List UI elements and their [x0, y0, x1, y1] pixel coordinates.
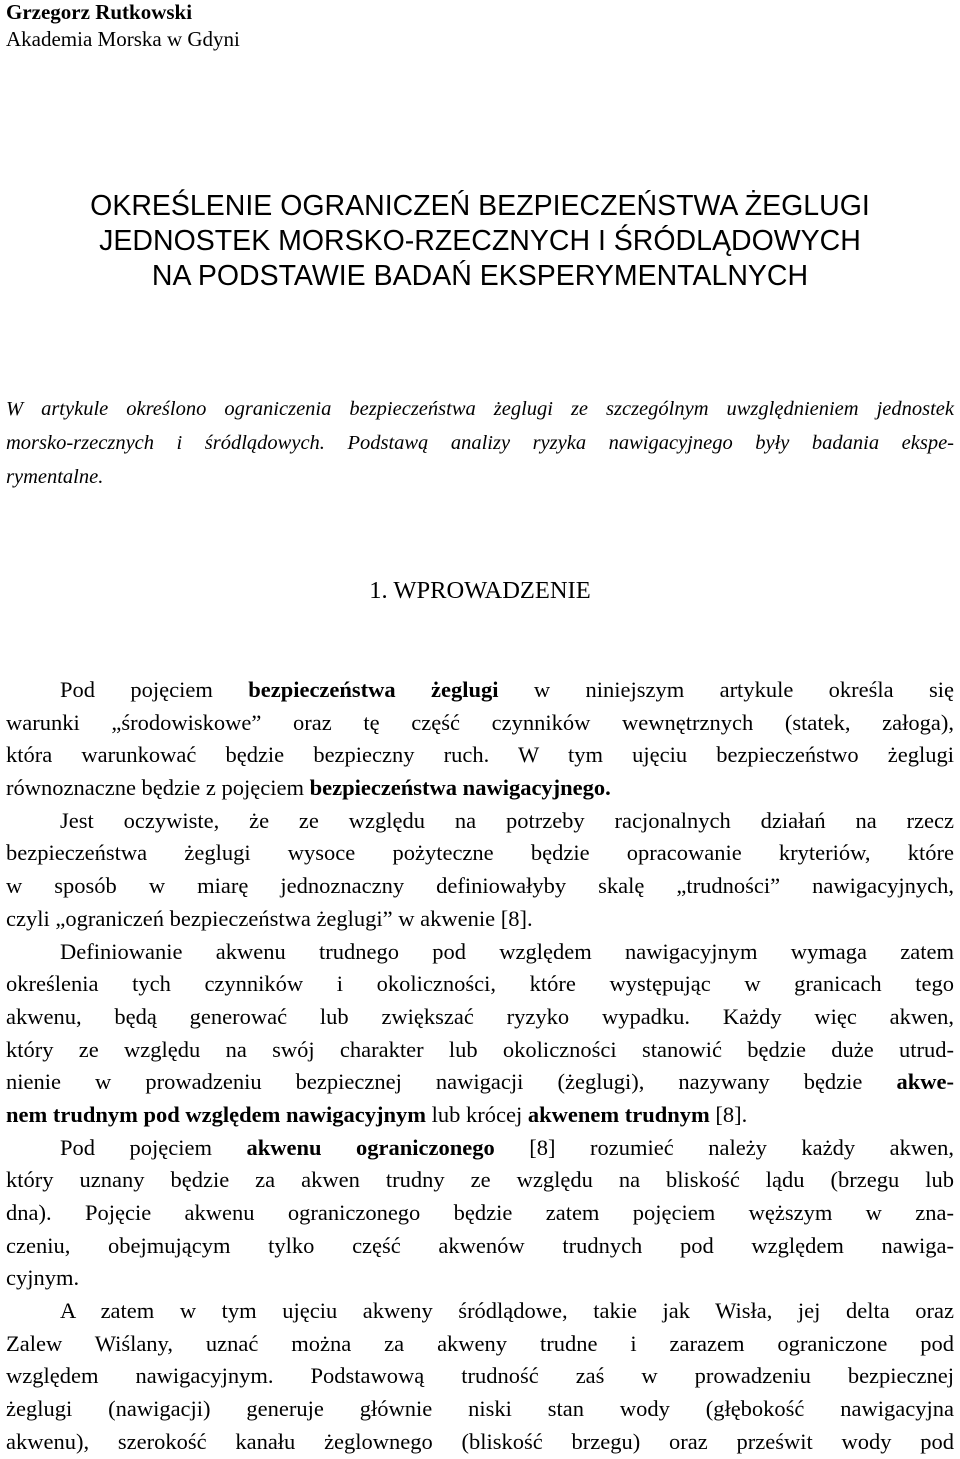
body-line: akwenu), szerokość kanału żeglownego (bliskość brzegu) oraz prześwit wody pod: [6, 1428, 954, 1454]
body-line: warunki „środowiskowe” oraz tę część czynników wewnętrznych (statek, załoga),: [6, 709, 954, 735]
title-line-1: OKREŚLENIE OGRANICZEŃ BEZPIECZEŃSTWA ŻEGLUGI: [90, 190, 870, 222]
body-line: nem trudnym pod względem nawigacyjnym lub krócej akwenem trudnym [8].: [6, 1101, 748, 1127]
body-line: Definiowanie akwenu trudnego pod względem nawigacyjnym wymaga zatem: [60, 938, 954, 964]
author-name: Grzegorz Rutkowski: [6, 0, 193, 24]
body-line: określenia tych czynników i okoliczności, które występując w granicach tego: [6, 971, 954, 997]
body-line: względem nawigacyjnym. Podstawową trudność zaś w prowadzeniu bezpiecznej: [6, 1363, 954, 1389]
body-line: żeglugi (nawigacji) generuje głównie niski stan wody (głębokość nawigacyjna: [6, 1396, 954, 1422]
body-line: która warunkować będzie bezpieczny ruch. W tym ujęciu bezpieczeństwo żeglugi: [6, 742, 954, 768]
bold-term: akwenu ograniczonego: [246, 1134, 495, 1160]
body-line: Zalew Wiślany, uznać można za akweny trudne i zarazem ograniczone pod: [6, 1330, 954, 1356]
abstract-line: rymentalne.: [6, 466, 104, 488]
bold-term: nem trudnym pod względem nawigacyjnym: [6, 1101, 426, 1127]
body-text: [6, 674, 954, 1459]
body-line: który ze względu na swój charakter lub okoliczności stanowić będzie duże utrud-: [6, 1036, 954, 1062]
abstract-line: morsko-rzecznych i śródlądowych. Podstawą analizy ryzyka nawigacyjnego były badania ekspe-: [6, 432, 954, 454]
body-line: Jest oczywiste, że ze względu na potrzeby racjonalnych działań na rzecz: [60, 807, 954, 833]
paper-title: [0, 189, 960, 294]
body-line: cyjnym.: [6, 1265, 80, 1291]
abstract: [6, 392, 954, 494]
bold-term: akwenem trudnym: [527, 1101, 710, 1127]
title-line-3: NA PODSTAWIE BADAŃ EKSPERYMENTALNYCH: [151, 260, 809, 292]
title-line-2: JEDNOSTEK MORSKO-RZECZNYCH I ŚRÓDLĄDOWYCH: [99, 225, 861, 257]
body-line: w sposób w miarę jednoznaczny definiowałyby skalę „trudności” nawigacyjnych,: [6, 873, 954, 899]
body-line: nienie w prowadzeniu bezpiecznej nawigacji (żeglugi), nazywany będzie akwe-: [6, 1069, 954, 1095]
bold-term: bezpieczeństwa żeglugi: [248, 677, 499, 702]
body-line: Pod pojęciem akwenu ograniczonego [8] rozumieć należy każdy akwen,: [60, 1134, 955, 1160]
body-line: A zatem w tym ujęciu akweny śródlądowe, takie jak Wisła, jej delta oraz: [60, 1298, 954, 1324]
body-line: czeniu, obejmującym tylko część akwenów trudnych pod względem nawiga-: [6, 1232, 954, 1258]
body-line: dna). Pojęcie akwenu ograniczonego będzie zatem pojęciem węższym w zna-: [6, 1200, 954, 1225]
body-line: który uznany będzie za akwen trudny ze względu na bliskość lądu (brzegu lub: [6, 1167, 954, 1193]
section-heading: 1. WPROWADZENIE: [369, 577, 591, 604]
body-line: Pod pojęciem bezpieczeństwa żeglugi w niniejszym artykule określa się: [60, 677, 954, 702]
bold-term: bezpieczeństwa nawigacyjnego.: [309, 775, 611, 801]
body-line: czyli „ograniczeń bezpieczeństwa żeglugi” w akwenie [8].: [6, 905, 533, 931]
bold-term: akwe-: [896, 1069, 954, 1095]
body-line: równoznaczne będzie z pojęciem bezpieczeństwa nawigacyjnego.: [6, 775, 611, 801]
body-line: bezpieczeństwa żeglugi wysoce pożyteczne będzie opracowanie kryteriów, które: [6, 840, 954, 866]
author-affiliation: Akademia Morska w Gdyni: [6, 27, 240, 51]
abstract-line: W artykule określono ograniczenia bezpieczeństwa żeglugi ze szczególnym uwzględnieniem jednostek: [6, 398, 954, 420]
body-line: akwenu, będą generować lub zwiększać ryzyko wypadku. Każdy więc akwen,: [6, 1003, 954, 1029]
